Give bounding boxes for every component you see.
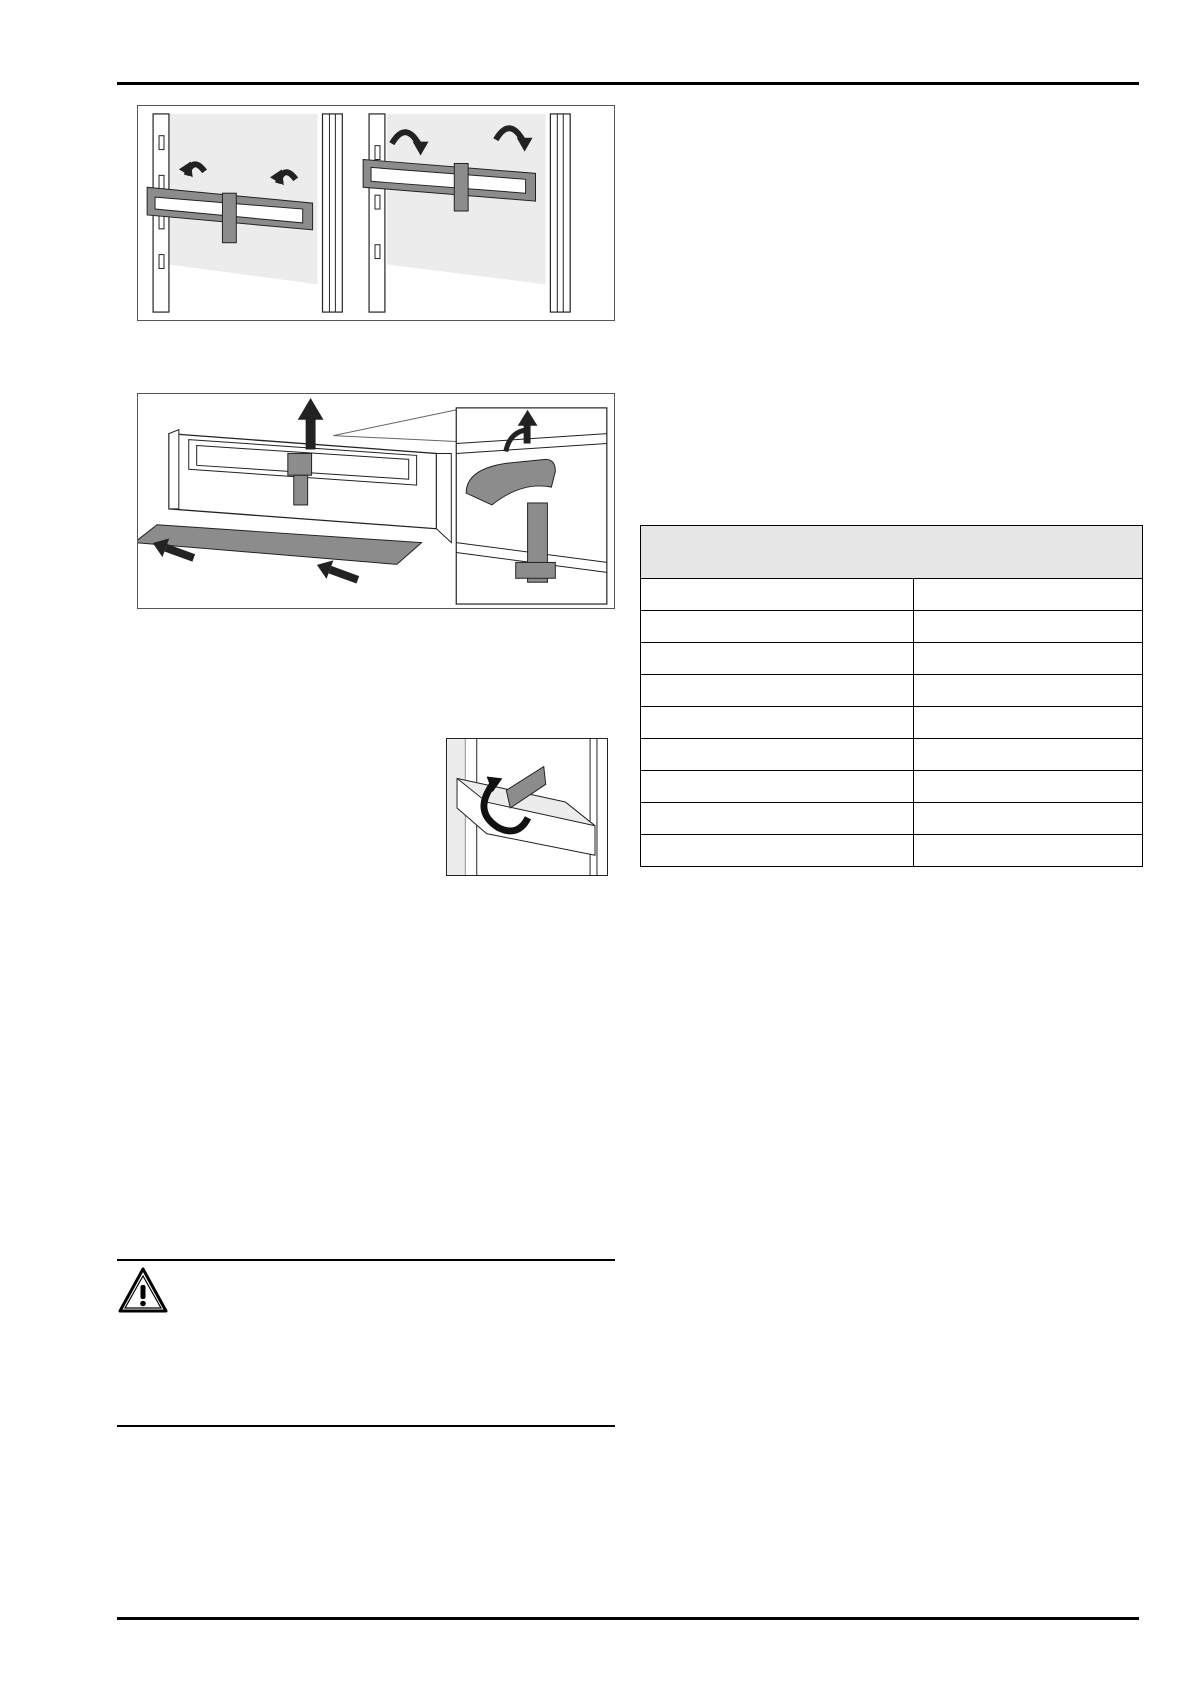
shelf-frame [138,430,451,565]
figure-shelf-insert-hang [137,105,615,321]
table-row [641,739,1143,771]
table-cell [914,739,1143,771]
warning-triangle-icon [117,1266,169,1314]
table-cell [641,579,914,611]
warning-top-rule [117,1259,615,1261]
table-cell [641,771,914,803]
table-cell [641,835,914,867]
footer-rule [117,1617,1139,1620]
table-row [641,835,1143,867]
table-cell [914,707,1143,739]
table-cell [641,643,914,675]
figure-shelf-lift-out [137,393,615,609]
table-row [641,611,1143,643]
shelf-lift-out-illustration [138,394,614,608]
table-header [641,526,1143,579]
spec-table [640,525,1143,867]
table-row [641,675,1143,707]
table-row [641,771,1143,803]
bottle-holder-illustration [447,739,607,875]
table-cell [914,675,1143,707]
table-row [641,803,1143,835]
table-cell [641,611,914,643]
table-cell [641,803,914,835]
table-row [641,707,1143,739]
table-cell [641,739,914,771]
table-cell [641,707,914,739]
header-rule [117,82,1139,85]
table-cell [914,643,1143,675]
table-cell [914,611,1143,643]
figure-bottle-holder-rotate [446,738,608,876]
table-cell [914,803,1143,835]
table-row [641,579,1143,611]
table-cell [914,771,1143,803]
table-cell [914,835,1143,867]
table-cell [641,675,914,707]
table-row [641,643,1143,675]
door-shelf-remove-illustration [138,106,614,320]
warning-bottom-rule [117,1425,615,1427]
table-cell [914,579,1143,611]
